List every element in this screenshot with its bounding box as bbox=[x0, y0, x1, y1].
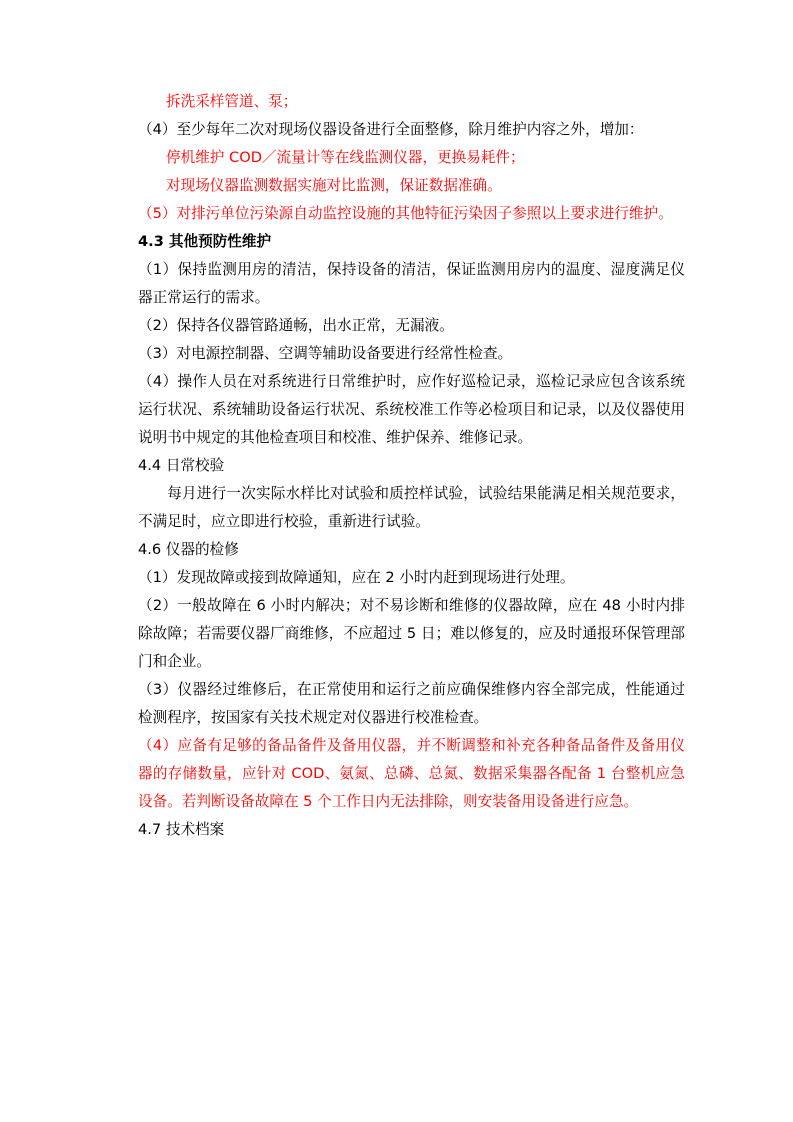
paragraph: （4）应备有足够的备品备件及备用仪器，并不断调整和补充各种备品备件及备用仪器的存储数量，应针对 COD、氨氮、总磷、总氮、数据采集器各配备 1 台整机应急设备。若判断设备故障在 5 个工作日内无法排除，则安装备用设备进行应急。 bbox=[138, 737, 685, 811]
paragraph: 每月进行一次实际水样比对试验和质控样试验，试验结果能满足相关规范要求，不满足时，应立即进行校验，重新进行试验。 bbox=[138, 485, 685, 531]
paragraph: （3）对电源控制器、空调等辅助设备要进行经常性检查。 bbox=[138, 345, 513, 363]
paragraph: 拆洗采样管道、泵； bbox=[166, 93, 298, 110]
document-body bbox=[108, 88, 685, 844]
paragraph: （1）发现故障或接到故障通知，应在 2 小时内赶到现场进行处理。 bbox=[138, 569, 575, 587]
section-heading-4-7: 4.7 技术档案 bbox=[138, 821, 225, 839]
paragraph: （4）操作人员在对系统进行日常维护时，应作好巡检记录，巡检记录应包含该系统运行状况、系统辅助设备运行状况、系统校准工作等必检项目和记录，以及仪器使用说明书中规定的其他检查项目和校准、维护保养、维修记录。 bbox=[138, 373, 685, 447]
paragraph: 停机维护 COD／流量计等在线监测仪器，更换易耗件； bbox=[166, 149, 525, 167]
section-heading-4-4: 4.4 日常校验 bbox=[138, 457, 225, 475]
section-heading-4-3: 4.3 其他预防性维护 bbox=[138, 233, 272, 251]
paragraph: （2）一般故障在 6 小时内解决；对不易诊断和维修的仪器故障，应在 48 小时内排除故障；若需要仪器厂商维修，不应超过 5 日；难以修复的，应及时通报环保管理部门和企业。 bbox=[138, 597, 685, 671]
section-heading-4-6: 4.6 仪器的检修 bbox=[138, 541, 239, 559]
paragraph: （2）保持各仪器管路通畅，出水正常，无漏液。 bbox=[138, 317, 454, 335]
paragraph: （4）至少每年二次对现场仪器设备进行全面整修，除月维护内容之外，增加： bbox=[138, 121, 644, 139]
paragraph: （3）仪器经过维修后，在正常使用和运行之前应确保维修内容全部完成，性能通过检测程序，按国家有关技术规定对仪器进行校准检查。 bbox=[138, 681, 685, 727]
paragraph: 对现场仪器监测数据实施对比监测，保证数据准确。 bbox=[166, 177, 502, 195]
paragraph: （1）保持监测用房的清洁，保持设备的清洁，保证监测用房内的温度、湿度满足仪器正常运行的需求。 bbox=[138, 261, 685, 307]
paragraph: （5）对排污单位污染源自动监控设施的其他特征污染因子参照以上要求进行维护。 bbox=[138, 205, 673, 223]
